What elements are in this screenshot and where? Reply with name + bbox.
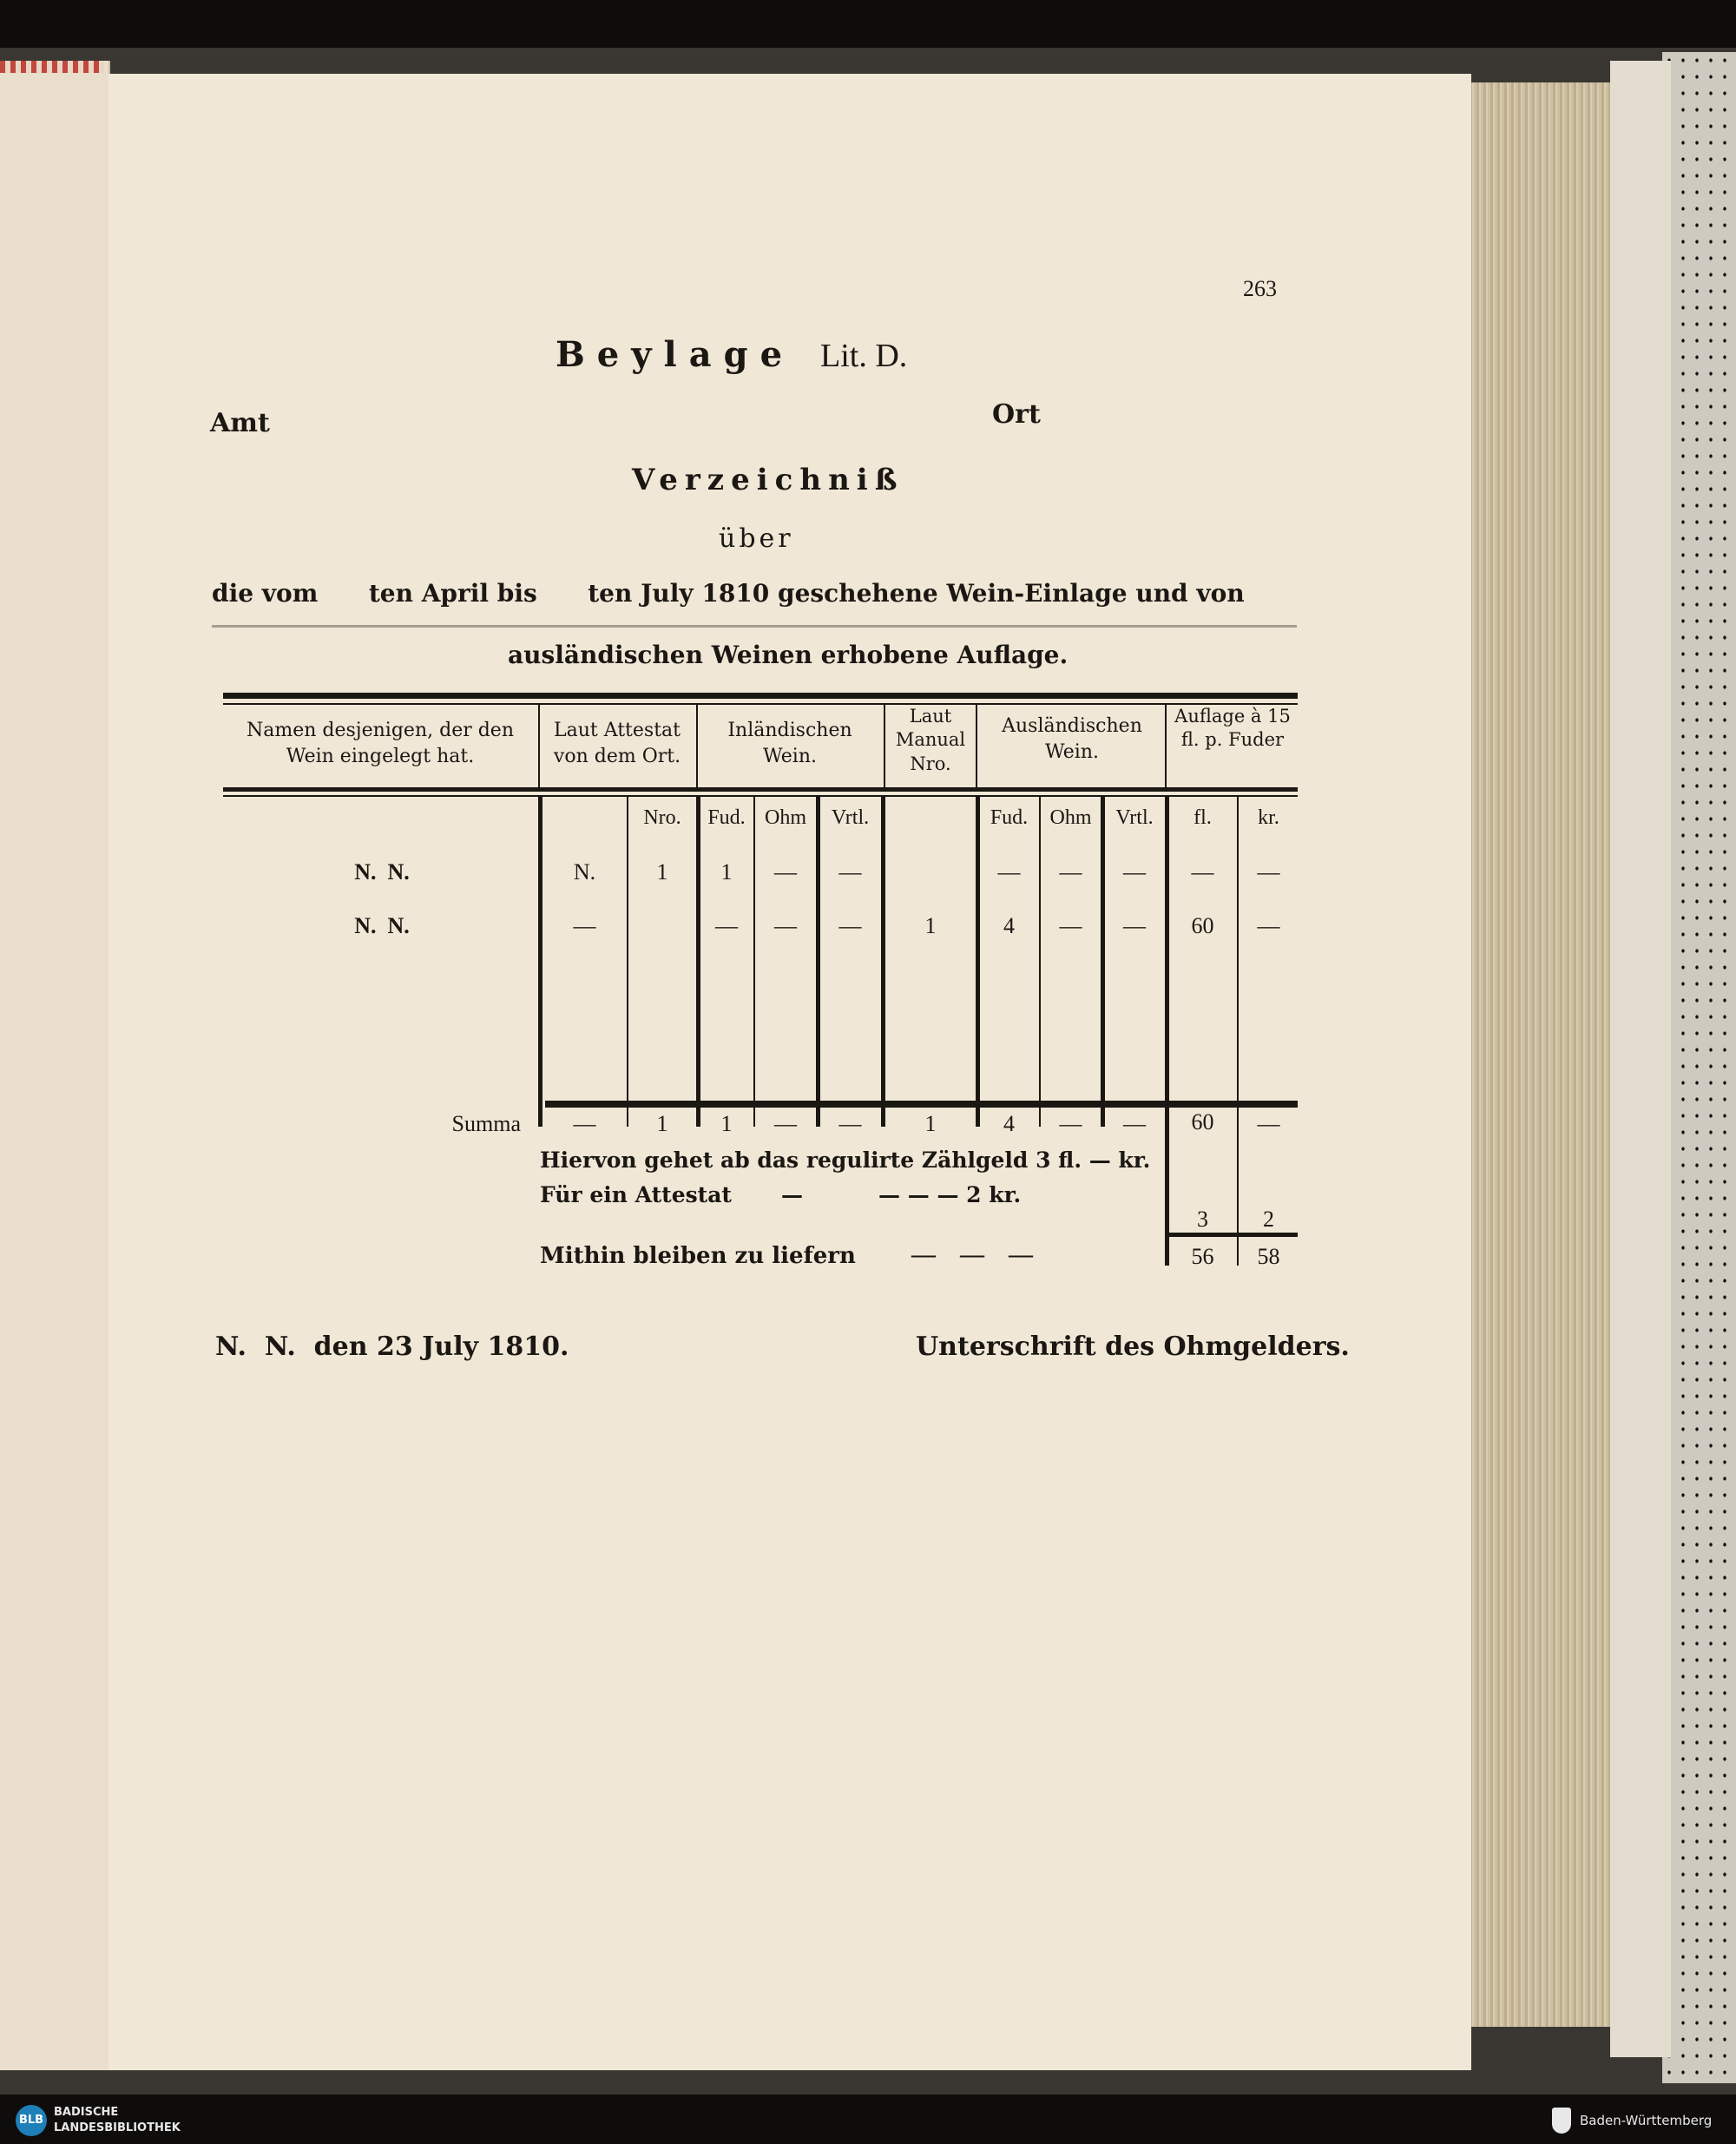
description-line-1: die vom ten April bis ten July 1810 geschehene Wein-Einlage und von: [212, 579, 1245, 608]
coat-of-arms-icon: [1552, 2108, 1571, 2134]
row-1-inland-fud: 1: [720, 859, 733, 885]
summa-inland-fud: 1: [720, 1111, 733, 1136]
subheader-fl: fl.: [1194, 806, 1212, 829]
signature-label: Unterschrift des Ohmgelders.: [916, 1332, 1350, 1362]
row-1-kr: —: [1257, 859, 1280, 885]
header-sep: [884, 705, 885, 787]
heading-suffix: Lit. D.: [820, 338, 908, 374]
summa-ausland-ohm: —: [1059, 1111, 1082, 1136]
result-label: Mithin bleiben zu liefern: [540, 1243, 856, 1269]
summa-nro: 1: [656, 1111, 668, 1136]
summa-manual: 1: [924, 1111, 937, 1136]
summa-ausland-fud: 4: [1003, 1111, 1015, 1136]
header-sep: [976, 705, 977, 787]
institution-line-2: LANDESBIBLIOTHEK: [54, 2121, 181, 2134]
result-dashes: — — —: [911, 1241, 1033, 1268]
column-rule: [1237, 797, 1239, 1266]
column-rule: [753, 797, 755, 1127]
column-rule: [1039, 797, 1041, 1127]
binding-edge: [0, 61, 104, 73]
column-rule: [816, 797, 820, 1127]
row-1-ausland-ohm: —: [1059, 859, 1082, 885]
result-fl: 56: [1191, 1244, 1214, 1269]
institution-line-1: BADISCHE: [54, 2106, 119, 2119]
row-1-ausland-vrtl: —: [1123, 859, 1146, 885]
header-attestat: Laut Attestat von dem Ort.: [553, 720, 681, 767]
cover-board: [1662, 52, 1736, 2083]
header-sep: [696, 705, 698, 787]
column-rule: [696, 797, 700, 1127]
header-auflage: Auflage à 15 fl. p. Fuder: [1174, 706, 1291, 751]
header-sep: [1165, 705, 1167, 787]
row-1-attestat: N.: [573, 859, 596, 885]
document-title: Verzeichniß: [632, 463, 904, 497]
subheader-inland-fud: Fud.: [707, 806, 746, 829]
row-1-inland-vrtl: —: [838, 859, 862, 885]
header-ausland: Ausländischen Wein.: [1002, 715, 1142, 763]
document-subtitle: über: [719, 523, 794, 554]
description-line-2: ausländischen Weinen erhobene Auflage.: [508, 641, 1069, 669]
board-inner: [1610, 61, 1671, 2057]
deduction-line-1: Hiervon gehet ab das regulirte Zählgeld 3 fl. — kr.: [540, 1148, 1151, 1173]
deduction-line-2-label: Für ein Attestat: [540, 1182, 732, 1207]
ort-label: Ort: [992, 399, 1041, 430]
deduction-kr: 2: [1263, 1207, 1274, 1232]
row-2-inland-ohm: —: [774, 913, 797, 938]
column-rule: [976, 797, 980, 1127]
row-2-fl: 60: [1191, 913, 1214, 938]
subheader-ausland-ohm: Ohm: [1049, 806, 1092, 829]
summa-ausland-vrtl: —: [1123, 1111, 1146, 1136]
row-2-ausland-ohm: —: [1059, 913, 1082, 938]
signature-date: N. N. den 23 July 1810.: [215, 1332, 569, 1362]
result-kr: 58: [1257, 1244, 1280, 1269]
page-number: 263: [1243, 276, 1277, 301]
summa-attestat: —: [573, 1111, 596, 1136]
subheader-nro: Nro.: [643, 806, 681, 829]
row-2-manual: 1: [924, 913, 937, 938]
column-rule: [538, 797, 542, 1127]
subheader-inland-ohm: Ohm: [765, 806, 806, 829]
column-rule: [881, 797, 885, 1127]
row-1-ausland-fud: —: [997, 859, 1021, 885]
subheader-inland-vrtl: Vrtl.: [831, 806, 870, 829]
subheader-ausland-fud: Fud.: [990, 806, 1029, 829]
table-top-rule: [223, 693, 1298, 699]
subheader-kr: kr.: [1258, 806, 1279, 829]
summa-fl: 60: [1191, 1109, 1214, 1134]
page-stack-edge: [1467, 82, 1610, 2027]
row-1-inland-ohm: —: [774, 859, 797, 885]
deduction-line-2-value: — — — — 2 kr.: [781, 1182, 1022, 1207]
row-2-name: N. N.: [354, 913, 410, 938]
row-1-nro: 1: [656, 859, 668, 885]
header-names: Namen desjenigen, der den Wein eingelegt hat.: [247, 720, 514, 767]
row-1-name: N. N.: [354, 859, 410, 885]
summa-inland-ohm: —: [774, 1111, 797, 1136]
subheader-ausland-vrtl: Vrtl.: [1115, 806, 1154, 829]
row-2-ausland-vrtl: —: [1123, 913, 1146, 938]
summa-kr: —: [1257, 1111, 1280, 1136]
deduction-fl: 3: [1197, 1207, 1208, 1232]
footer-bar: [0, 2095, 1736, 2144]
header-manual: Laut Manual Nro.: [895, 706, 966, 774]
result-rule: [1168, 1233, 1298, 1237]
header-bottom-rule: [223, 787, 1298, 792]
row-2-inland-fud: —: [715, 913, 738, 938]
header-bottom-rule-thin: [223, 795, 1298, 797]
summa-rule: [545, 1101, 1298, 1108]
partner-label: Baden-Württemberg: [1580, 2113, 1713, 2128]
row-2-kr: —: [1257, 913, 1280, 938]
table-top-rule-thin: [223, 703, 1298, 705]
summa-inland-vrtl: —: [838, 1111, 862, 1136]
left-page-edge: [0, 61, 110, 2070]
column-rule: [1101, 797, 1105, 1127]
row-2-inland-vrtl: —: [838, 913, 862, 938]
row-2-ausland-fud: 4: [1003, 913, 1015, 938]
bleed-rule: [212, 625, 1297, 628]
amt-label: Amt: [210, 408, 270, 438]
blb-logo-icon: BLB: [16, 2105, 47, 2136]
summa-label: Summa: [451, 1111, 521, 1136]
row-2-attestat: —: [573, 913, 596, 938]
heading-word: Beylage: [556, 334, 795, 375]
header-sep: [538, 705, 540, 787]
header-inland: Inländischen Wein.: [727, 720, 852, 767]
column-rule: [627, 797, 628, 1127]
row-1-fl: —: [1191, 859, 1214, 885]
